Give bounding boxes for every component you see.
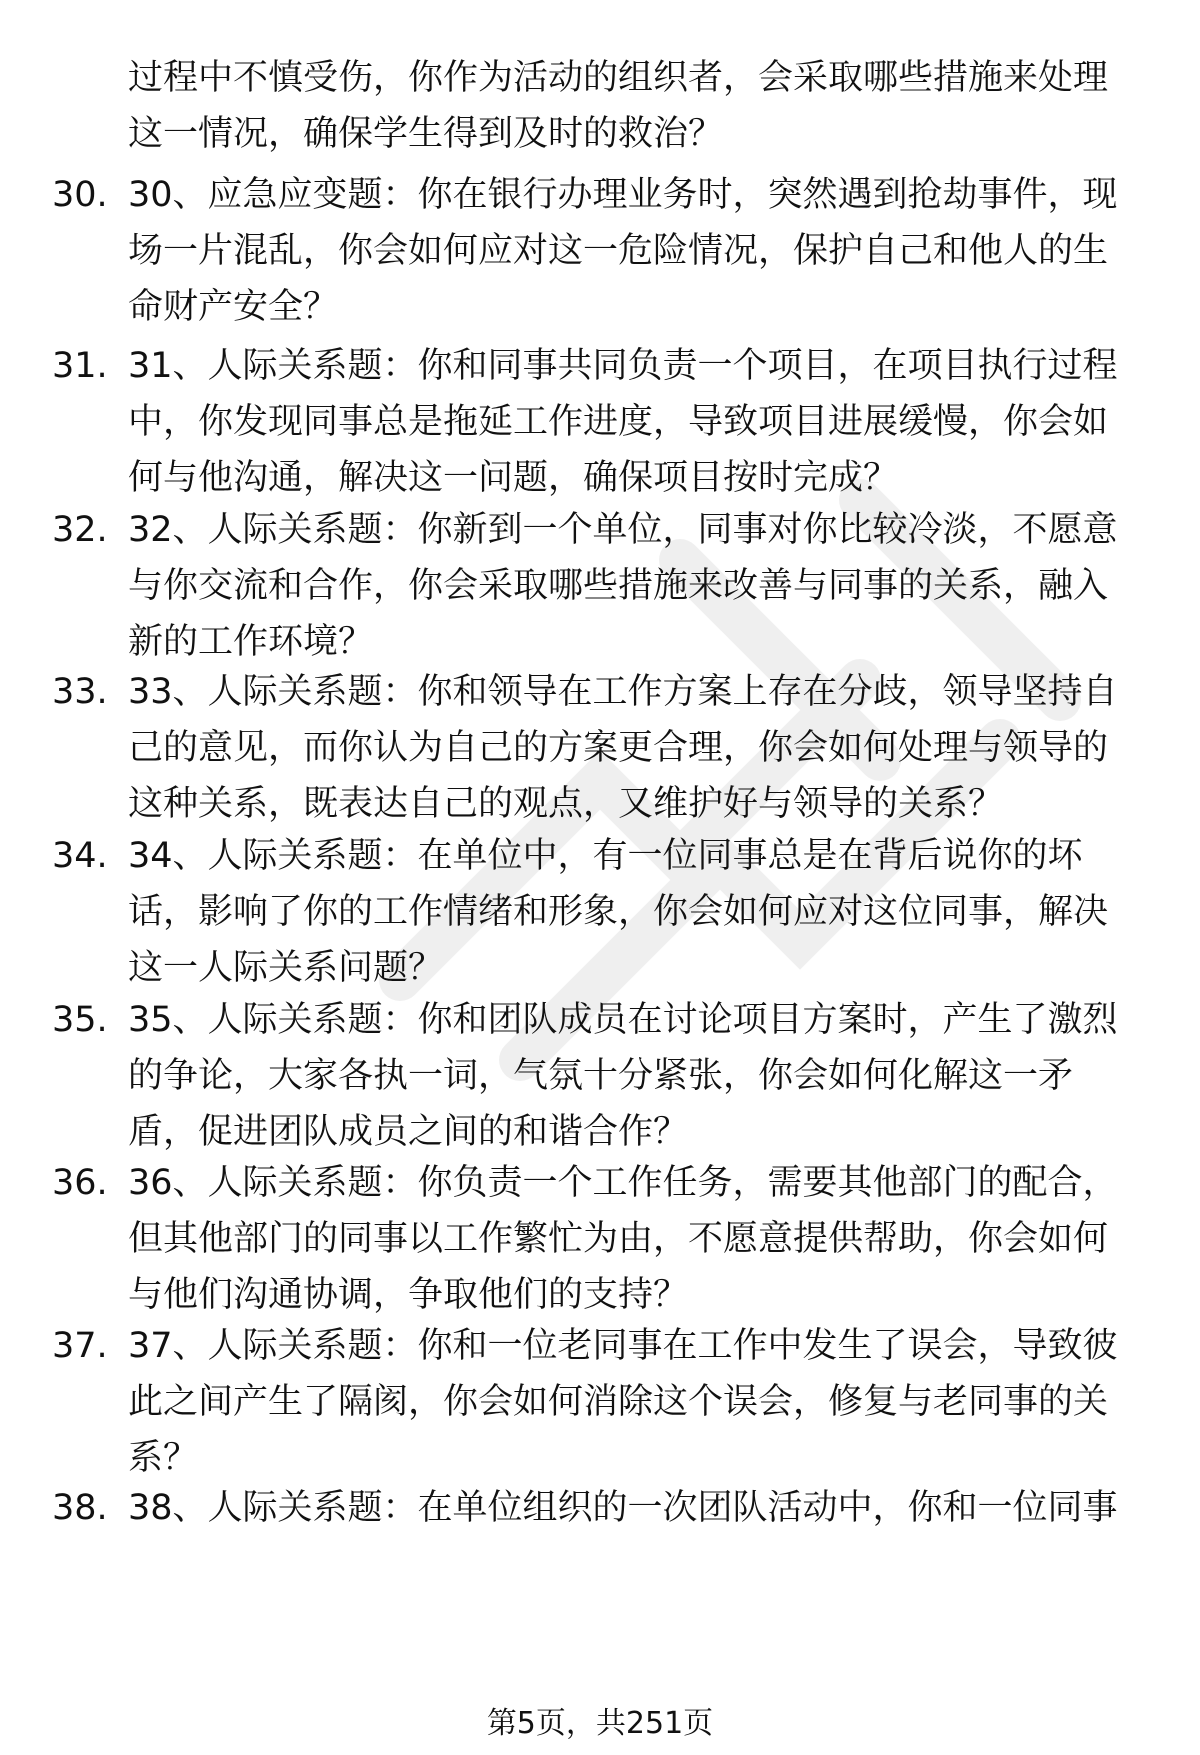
question-line: 场一片混乱，你会如何应对这一危险情况，保护自己和他人的生 (128, 231, 1109, 271)
continuation-line: 过程中不慎受伤，你作为活动的组织者，会采取哪些措施来处理 (128, 58, 1109, 98)
question-line: 中，你发现同事总是拖延工作进度，导致项目进展缓慢，你会如 (128, 402, 1109, 442)
question-line: 己的意见，而你认为自己的方案更合理，你会如何处理与领导的 (128, 728, 1109, 768)
continuation-line: 这一情况，确保学生得到及时的救治？ (128, 114, 724, 154)
question-line: 36、人际关系题：你负责一个工作任务，需要其他部门的配合， (128, 1163, 1118, 1203)
question-number: 37. (52, 1326, 108, 1366)
question-number: 38. (52, 1488, 108, 1528)
question-line: 新的工作环境？ (128, 622, 374, 662)
question-line: 33、人际关系题：你和领导在工作方案上存在分歧，领导坚持自 (128, 672, 1118, 712)
question-line: 32、人际关系题：你新到一个单位，同事对你比较冷淡，不愿意 (128, 510, 1118, 550)
question-number: 33. (52, 672, 108, 712)
question-line: 的争论，大家各执一词，气氛十分紧张，你会如何化解这一矛 (128, 1056, 1074, 1096)
question-number: 36. (52, 1163, 108, 1203)
question-line: 34、人际关系题：在单位中，有一位同事总是在背后说你的坏 (128, 836, 1083, 876)
question-number: 35. (52, 1000, 108, 1040)
question-number: 30. (52, 175, 108, 215)
question-line: 这种关系，既表达自己的观点，又维护好与领导的关系？ (128, 784, 1004, 824)
question-line: 但其他部门的同事以工作繁忙为由，不愿意提供帮助，你会如何 (128, 1219, 1109, 1259)
question-line: 31、人际关系题：你和同事共同负责一个项目，在项目执行过程 (128, 346, 1118, 386)
page-number-label: 第5页，共251页 (486, 1706, 714, 1741)
question-number: 32. (52, 510, 108, 550)
question-line: 30、应急应变题：你在银行办理业务时，突然遇到抢劫事件，现 (128, 175, 1118, 215)
question-line: 与你交流和合作，你会采取哪些措施来改善与同事的关系，融入 (128, 566, 1109, 606)
question-line: 系？ (128, 1438, 199, 1478)
question-line: 38、人际关系题：在单位组织的一次团队活动中，你和一位同事 (128, 1488, 1118, 1528)
question-line: 37、人际关系题：你和一位老同事在工作中发生了误会，导致彼 (128, 1326, 1118, 1366)
question-line: 35、人际关系题：你和团队成员在讨论项目方案时，产生了激烈 (128, 1000, 1118, 1040)
question-line: 盾，促进团队成员之间的和谐合作？ (128, 1112, 689, 1152)
question-line: 话，影响了你的工作情绪和形象，你会如何应对这位同事，解决 (128, 892, 1109, 932)
question-line: 何与他沟通，解决这一问题，确保项目按时完成？ (128, 458, 899, 498)
question-line: 这一人际关系问题？ (128, 948, 444, 988)
question-line: 此之间产生了隔阂，你会如何消除这个误会，修复与老同事的关 (128, 1382, 1109, 1422)
question-line: 与他们沟通协调，争取他们的支持？ (128, 1275, 689, 1315)
question-number: 31. (52, 346, 108, 386)
question-line: 命财产安全？ (128, 287, 339, 327)
question-number: 34. (52, 836, 108, 876)
page-footer (0, 1702, 1200, 1746)
